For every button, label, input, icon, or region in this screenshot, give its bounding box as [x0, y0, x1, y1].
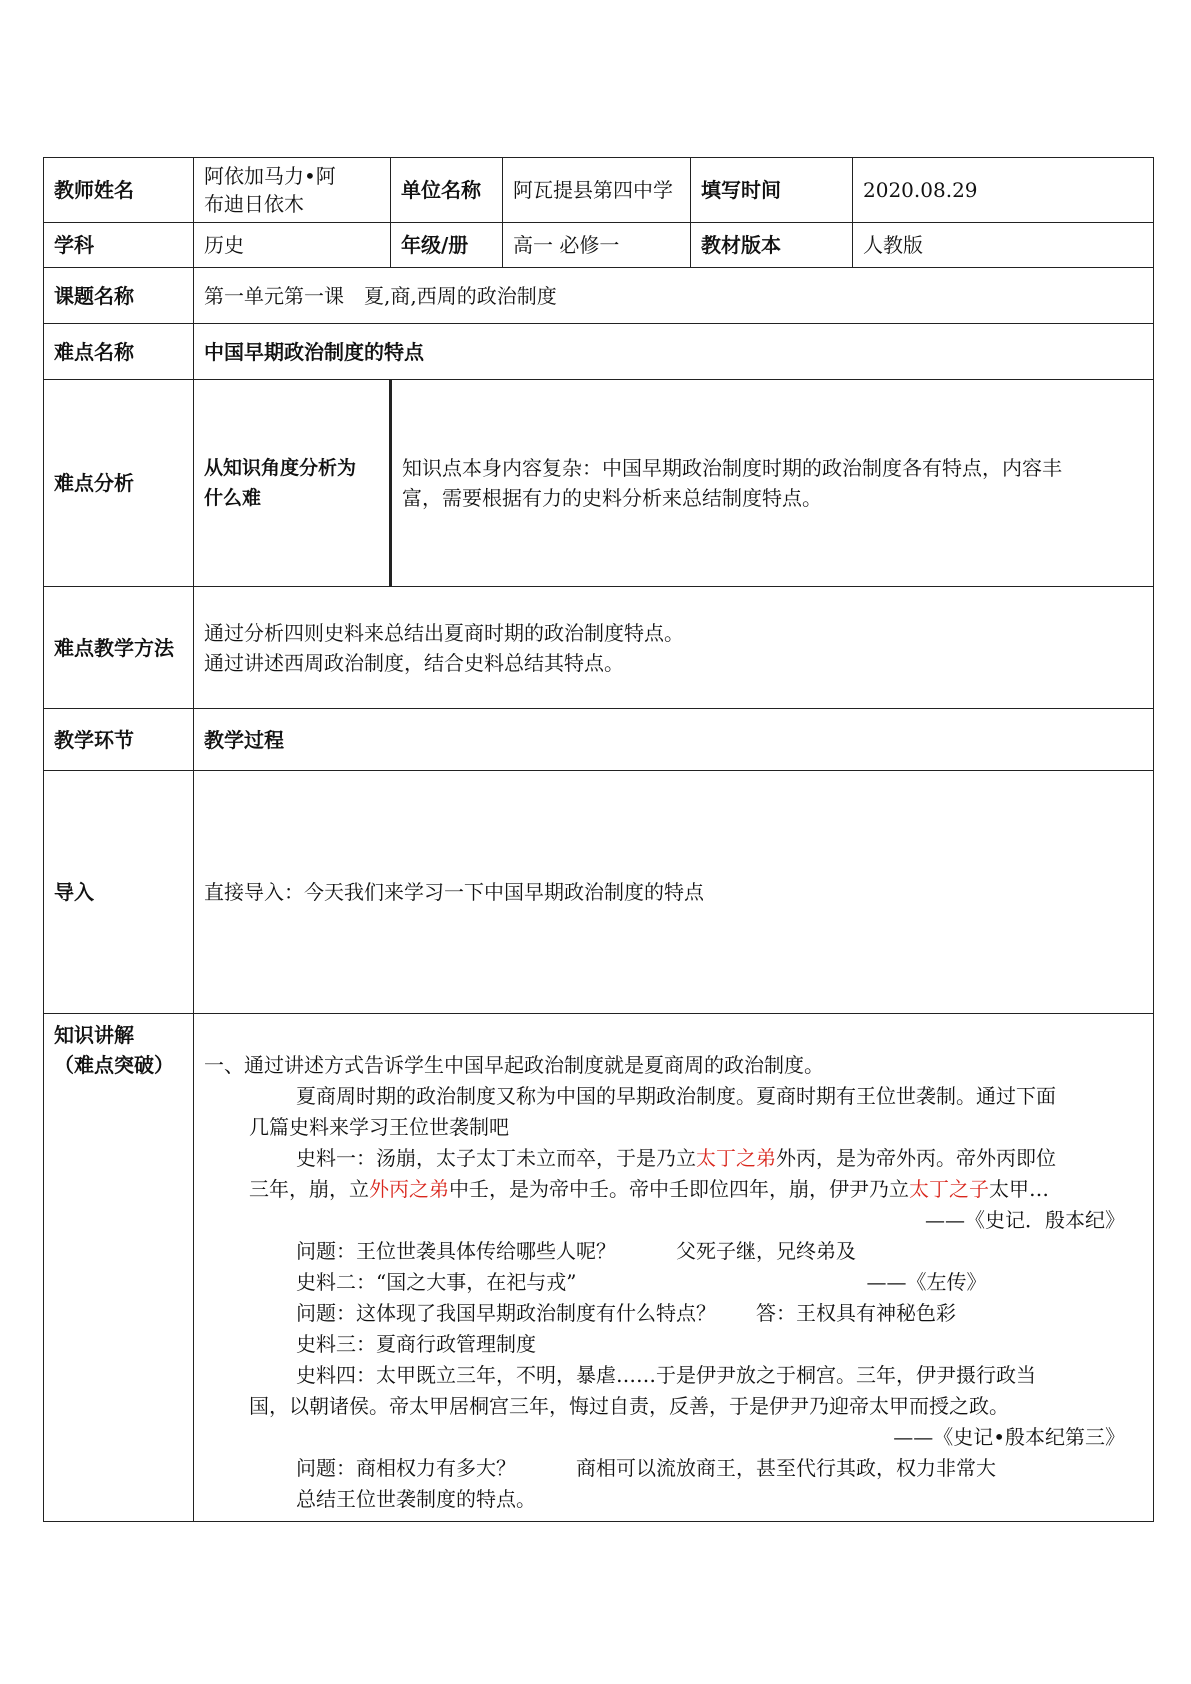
unit-label: 单位名称 — [391, 158, 503, 223]
analysis-label: 难点分析 — [44, 380, 194, 587]
method-label: 难点教学方法 — [44, 587, 194, 709]
teacher-label: 教师姓名 — [44, 158, 194, 223]
analysis-sub-label: 从知识角度分析为 什么难 — [194, 380, 391, 587]
lesson-plan-document — [43, 157, 1153, 1522]
lesson-title-label: 课题名称 — [44, 268, 194, 324]
row-method — [44, 587, 1154, 709]
row-difficulty — [44, 324, 1154, 380]
row-subject — [44, 223, 1154, 268]
analysis-text: 知识点本身内容复杂：中国早期政治制度时期的政治制度各有特点，内容丰 富，需要根据有力的史料分析来总结制度特点。 — [391, 380, 1154, 587]
difficulty-label: 难点名称 — [44, 324, 194, 380]
teacher-value: 阿依加马力•阿 布迪日依木 — [194, 158, 391, 223]
source2-citation: ——《左传》 — [866, 1270, 987, 1294]
row-teacher — [44, 158, 1154, 223]
subject-label: 学科 — [44, 223, 194, 268]
edition-label: 教材版本 — [691, 223, 853, 268]
row-analysis — [44, 380, 1154, 587]
highlight-text: 外丙之弟 — [369, 1177, 449, 1201]
intro-text: 直接导入：今天我们来学习一下中国早期政治制度的特点 — [194, 771, 1154, 1014]
question4: 问题：商相权力有多大？ 商相可以流放商王，甚至代行其政，权力非常大 — [296, 1456, 996, 1480]
source2: 史料二：“国之大事，在祀与戎” ——《左传》 — [296, 1270, 987, 1294]
row-intro — [44, 771, 1154, 1014]
highlight-text: 太丁之子 — [909, 1177, 989, 1201]
row-lesson-title — [44, 268, 1154, 324]
source4-line1: 史料四：太甲既立三年，不明，暴虐……于是伊尹放之于桐宫。三年，伊尹摄行政当 — [296, 1363, 1036, 1387]
summary: 总结王位世袭制度的特点。 — [296, 1487, 536, 1511]
source4-citation: ——《史记•殷本纪第三》 — [893, 1425, 1125, 1449]
edition-value: 人教版 — [853, 223, 1154, 268]
source1-line2: 三年，崩，立外丙之弟中壬，是为帝中壬。帝中壬即位四年，崩，伊尹乃立太丁之子太甲… — [249, 1177, 1049, 1201]
difficulty-value: 中国早期政治制度的特点 — [194, 324, 1154, 380]
knowledge-p2b: 几篇史料来学习王位世袭制吧 — [249, 1115, 509, 1139]
source4-line2: 国，以朝诸侯。帝太甲居桐宫三年，悔过自责，反善，于是伊尹乃迎帝太甲而授之政。 — [249, 1394, 1009, 1418]
lesson-title-value: 第一单元第一课 夏,商,西周的政治制度 — [194, 268, 1154, 324]
method-text: 通过分析四则史料来总结出夏商时期的政治制度特点。 通过讲述西周政治制度，结合史料总结其特点。 — [194, 587, 1154, 709]
lesson-plan-table — [43, 157, 1154, 1522]
unit-value: 阿瓦提县第四中学 — [503, 158, 691, 223]
source3: 史料三：夏商行政管理制度 — [296, 1332, 536, 1356]
row-knowledge — [44, 1014, 1154, 1522]
date-value: 2020.08.29 — [853, 158, 1154, 223]
question1: 问题：王位世袭具体传给哪些人呢？ 父死子继，兄终弟及 — [296, 1239, 856, 1263]
knowledge-p1: 一、通过讲述方式告诉学生中国早起政治制度就是夏商周的政治制度。 — [204, 1053, 824, 1077]
intro-label: 导入 — [44, 771, 194, 1014]
section-label: 教学环节 — [44, 709, 194, 771]
row-process-header — [44, 709, 1154, 771]
subject-value: 历史 — [194, 223, 391, 268]
date-label: 填写时间 — [691, 158, 853, 223]
question2: 问题：这体现了我国早期政治制度有什么特点？ 答：王权具有神秘色彩 — [296, 1301, 956, 1325]
knowledge-p2a: 夏商周时期的政治制度又称为中国的早期政治制度。夏商时期有王位世袭制。通过下面 — [296, 1084, 1056, 1108]
process-label: 教学过程 — [194, 709, 1154, 771]
highlight-text: 太丁之弟 — [696, 1146, 776, 1170]
source1-citation: ——《史记．殷本纪》 — [925, 1208, 1125, 1232]
knowledge-content — [194, 1014, 1154, 1522]
source1-line1: 史料一：汤崩，太子太丁未立而卒，于是乃立太丁之弟外丙，是为帝外丙。帝外丙即位 — [296, 1146, 1056, 1170]
knowledge-label: 知识讲解 （难点突破） — [44, 1014, 194, 1522]
grade-label: 年级/册 — [391, 223, 503, 268]
grade-value: 高一 必修一 — [503, 223, 691, 268]
